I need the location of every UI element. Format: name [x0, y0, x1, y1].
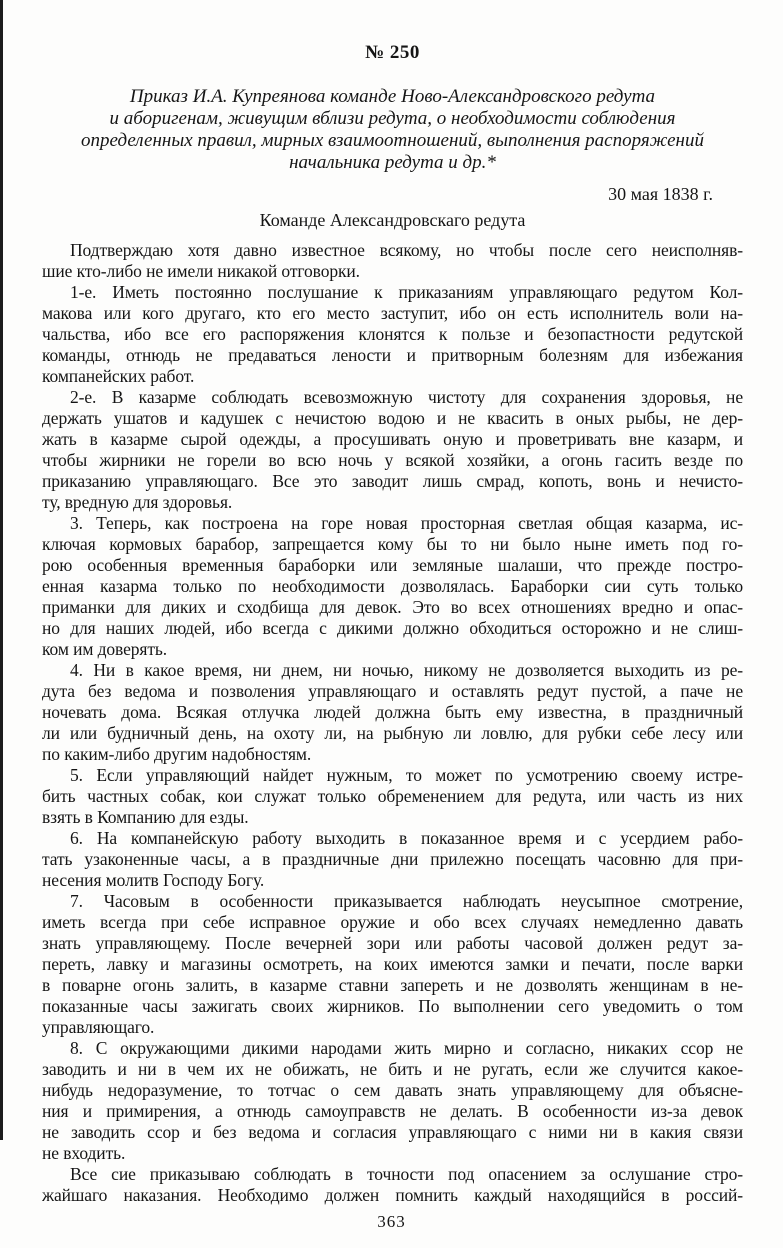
paragraph-line: управляющаго. — [42, 1017, 155, 1037]
paragraph-line: тать узаконенные часы, а в праздничные дни прилежно посещать часовню для при- — [42, 849, 743, 869]
paragraph-line: но для наших людей, ибо всегда с дикими должно обходиться осторожно и не слиш- — [42, 618, 743, 638]
paragraph-line: несения молитв Господу Богу. — [42, 870, 265, 890]
paragraph-line: 5. Если управляющий найдет нужным, то может по усмотрению своему истре- — [70, 765, 743, 785]
paragraph-line: енная казарма только по необходимости дозволялась. Бараборки сии суть только — [42, 576, 743, 596]
paragraph-line: приманки для диких и сходбища для девок. Это во всех отношениях вредно и опас- — [42, 597, 743, 617]
paragraph-line: ком им доверять. — [42, 639, 168, 659]
paragraph-line: ли или будничный день, на охоту ли, на рыбную ли ловлю, для рубки себе лесу или — [42, 723, 743, 743]
paragraph-line: дута без ведома и позволения управляющаго и оставлять редут пустой, а паче не — [42, 681, 743, 701]
paragraph-line: команды, отнюдь не предаваться лености и притворным болезням для избежания — [42, 345, 743, 365]
paragraph — [42, 891, 743, 1038]
paragraph-line: не заводить ссор и без ведома и согласия управляющаго с ними ни в какия связи — [42, 1122, 743, 1142]
paragraph-line: Подтверждаю хотя давно известное всякому, но чтобы после сего неисполняв- — [70, 240, 743, 260]
paragraph-line: 4. Ни в какое время, ни днем, ни ночью, никому не дозволяется выходить из ре- — [70, 660, 743, 680]
paragraph-line: Все сие приказываю соблюдать в точности под опасением за ослушание стро- — [70, 1164, 743, 1184]
paragraph-line: 3. Теперь, как построена на горе новая просторная светлая общая казарма, ис- — [70, 513, 743, 533]
paragraph-line: нибудь недоразумение, то тотчас о сем давать знать управляющему для объясне- — [42, 1080, 743, 1100]
paragraph-line: ния и примирения, а отнюдь самоуправств не делать. В особенности из-за девок — [42, 1101, 743, 1121]
paragraph — [42, 765, 743, 828]
paragraph-line: взять в Компанию для езды. — [42, 807, 249, 827]
paragraph-line: иметь всегда при себе исправное оружие и обо всех случаях немедленно давать — [42, 912, 743, 932]
paragraph-line: 2-е. В казарме соблюдать всевозможную чистоту для сохранения здоровья, не — [70, 387, 743, 407]
document-title — [42, 86, 743, 174]
paragraph-line: жать в казарме сырой одежды, а просушивать оную и проветривать вне казарм, и — [42, 429, 743, 449]
title-line: Приказ И.А. Купреянова команде Ново-Александровского редута — [129, 86, 656, 107]
paragraph-line: показанные часы зажигать своих жирников. По выполнении сего уведомить о том — [42, 996, 743, 1016]
document-number: № 250 — [365, 42, 420, 63]
paragraph-line: чальства, ибо все его распоряжения клонятся к пользе и безопастности редутской — [42, 324, 743, 344]
page-number: 363 — [377, 1212, 406, 1231]
paragraph-line: 7. Часовым в особенности приказывается наблюдать неусыпное смотрение, — [70, 891, 743, 911]
paragraph — [42, 282, 743, 387]
addressee-line: Команде Александровскаго редута — [259, 210, 526, 230]
scan-edge-artifact — [0, 0, 3, 1140]
paragraph-line: чтобы жирники не горели во всю ночь у всякой хозяйки, а огонь гасить везде по — [42, 450, 743, 470]
paragraph-line: 1-е. Иметь постоянно послушание к приказаниям управляющаго редутом Кол- — [70, 282, 743, 302]
paragraph-line: не входить. — [42, 1143, 126, 1163]
paragraph-line: переть, лавку и магазины осмотреть, на коих имеются замки и печати, после варки — [42, 954, 743, 974]
paragraph-line: макова или кого другаго, кто его место заступит, ибо он есть исполнитель воли на- — [42, 303, 743, 323]
paragraph — [42, 1164, 743, 1206]
paragraph-line: бить частных собак, кои служат только обременением для редута, или часть из них — [42, 786, 743, 806]
paragraph-line: ту, вредную для здоровья. — [42, 492, 233, 512]
document-body — [42, 240, 743, 1206]
paragraph-line: по каким-либо другим надобностям. — [42, 744, 312, 764]
paragraph-line: приказанию управляющаго. Все это заводит лишь смрад, копоть, вонь и нечисто- — [42, 471, 743, 491]
paragraph-line: в поварне огонь залить, в казарме ставни запереть и не дозволять женщинам в не- — [42, 975, 743, 995]
paragraph-line: шие кто-либо не имели никакой отговорки. — [42, 261, 360, 281]
paragraph — [42, 387, 743, 513]
paragraph-line: рою особенныя временныя бараборки или земляные шалаши, что прежде постро- — [42, 555, 743, 575]
paragraph — [42, 1038, 743, 1164]
document-date: 30 мая 1838 г. — [608, 184, 713, 204]
paragraph-line: заводить и ни в чем их не обижать, не бить и не ругать, если же случится какое- — [42, 1059, 743, 1079]
paragraph-line: ключая кормовых барабор, запрещается кому бы то ни было ныне иметь под го- — [42, 534, 743, 554]
paragraph-line: ночевать дома. Всякая отлучка людей должна быть ему известна, в праздничный — [42, 702, 743, 722]
paragraph-line: компанейских работ. — [42, 366, 195, 386]
title-line: определенных правил, мирных взаимоотношений, выполнения распоряжений — [81, 130, 704, 151]
paragraph-line: 6. На компанейскую работу выходить в показанное время и с усердием рабо- — [70, 828, 743, 848]
title-line: начальника редута и др.* — [289, 152, 496, 173]
paragraph — [42, 240, 743, 282]
paragraph-line: держать ушатов и кадушек с нечистою водою и не квасить в оных рыбы, не дер- — [42, 408, 743, 428]
paragraph — [42, 660, 743, 765]
paragraph-line: жайшаго наказания. Необходимо должен помнить каждый находящийся в россий- — [42, 1185, 743, 1205]
title-line: и аборигенам, живущим вблизи редута, о необходимости соблюдения — [109, 108, 676, 129]
paragraph-line: 8. С окружающими дикими народами жить мирно и согласно, никаких ссор не — [70, 1038, 743, 1058]
paragraph — [42, 513, 743, 660]
paragraph-line: знать управляющему. После вечерней зори или работы часовой должен редут за- — [42, 933, 743, 953]
paragraph — [42, 828, 743, 891]
